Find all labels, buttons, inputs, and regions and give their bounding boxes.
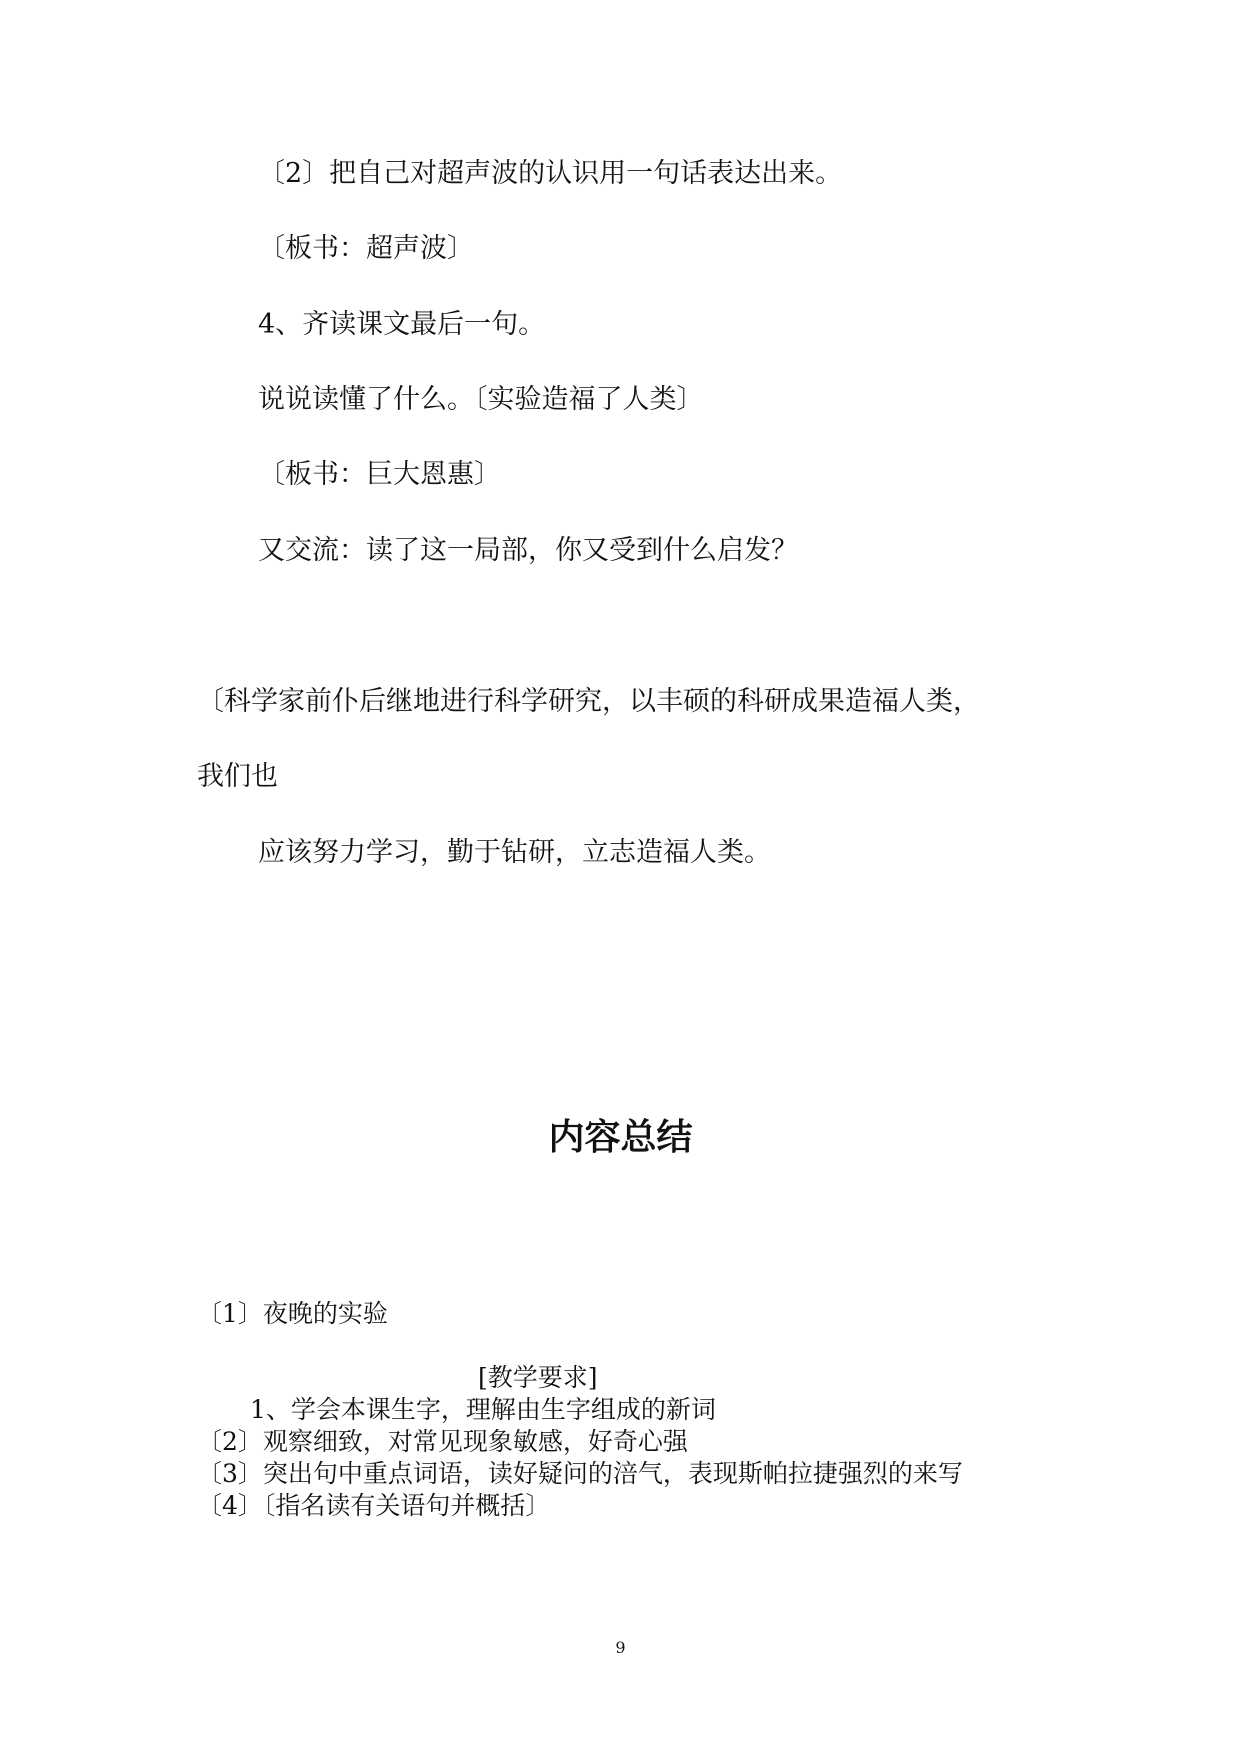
paragraph-read-last-sentence: 4、齐读课文最后一句。: [258, 309, 546, 340]
summary-item-1: 〔1〕夜晚的实验: [197, 1299, 388, 1328]
paragraph-we-also: 我们也: [197, 761, 278, 792]
summary-teaching-requirements: [教学要求]: [478, 1363, 598, 1392]
paragraph-what-understood: 说说读懂了什么。〔实验造福了人类〕: [258, 384, 704, 415]
summary-item-3: 〔3〕突出句中重点词语，读好疑问的涪气，表现斯帕拉捷强烈的来写: [197, 1459, 963, 1488]
summary-title: 内容总结: [548, 1117, 693, 1158]
summary-item-2: 〔2〕观察细致，对常见现象敏感，好奇心强: [197, 1427, 688, 1456]
paragraph-blackboard-ultrasound: 〔板书：超声波〕: [258, 233, 474, 264]
paragraph-study-hard: 应该努力学习，勤于钻研，立志造福人类。: [258, 837, 771, 868]
paragraph-blackboard-great-benefit: 〔板书：巨大恩惠〕: [258, 459, 501, 490]
page-number: 9: [615, 1638, 626, 1657]
paragraph-ultrasound-summary: 〔2〕把自己对超声波的认识用一句话表达出来。: [258, 158, 843, 189]
summary-item-learn-characters: 1、学会本课生字，理解由生字组成的新词: [250, 1395, 716, 1424]
paragraph-scientists: 〔科学家前仆后继地进行科学研究，以丰硕的科研成果造福人类，: [197, 686, 980, 717]
paragraph-inspiration-question: 又交流：读了这一局部，你又受到什么启发？: [258, 535, 798, 566]
summary-item-4: 〔4〕〔指名读有关语句并概括〕: [197, 1491, 551, 1520]
